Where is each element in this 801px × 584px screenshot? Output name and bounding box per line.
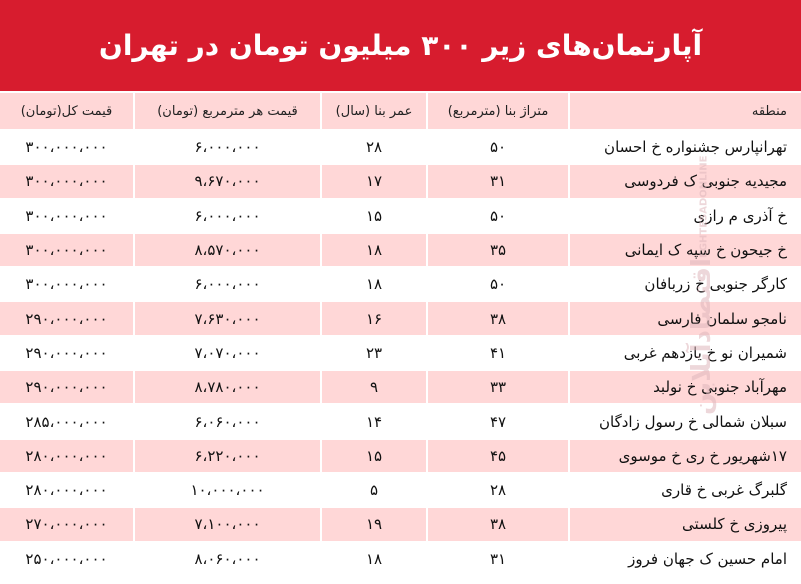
cell-area: ۵۰ — [426, 268, 568, 300]
cell-age: ۱۶ — [320, 302, 426, 334]
table-row — [0, 371, 801, 405]
cell-total-price: ۲۸۰،۰۰۰،۰۰۰ — [0, 474, 133, 506]
cell-area: ۲۸ — [426, 474, 568, 506]
table-row — [0, 302, 801, 336]
cell-total-price: ۲۷۰،۰۰۰،۰۰۰ — [0, 508, 133, 540]
table-body — [0, 131, 801, 577]
cell-area: ۳۸ — [426, 302, 568, 334]
cell-region: نامجو سلمان فارسی — [568, 302, 801, 334]
table-row — [0, 405, 801, 439]
cell-area: ۳۵ — [426, 234, 568, 266]
cell-region: شمیران نو خ یازدهم غربی — [568, 337, 801, 369]
cell-total-price: ۲۸۰،۰۰۰،۰۰۰ — [0, 440, 133, 472]
table-row — [0, 474, 801, 508]
cell-price-per-meter: ۹،۶۷۰،۰۰۰ — [133, 165, 320, 197]
cell-total-price: ۲۹۰،۰۰۰،۰۰۰ — [0, 302, 133, 334]
cell-area: ۳۳ — [426, 371, 568, 403]
cell-total-price: ۳۰۰،۰۰۰،۰۰۰ — [0, 131, 133, 163]
cell-age: ۱۷ — [320, 165, 426, 197]
cell-total-price: ۳۰۰،۰۰۰،۰۰۰ — [0, 234, 133, 266]
column-header-area: متراژ بنا (مترمربع) — [426, 93, 568, 129]
cell-area: ۵۰ — [426, 131, 568, 163]
cell-total-price: ۳۰۰،۰۰۰،۰۰۰ — [0, 165, 133, 197]
cell-region: خ جیحون خ سپه ک ایمانی — [568, 234, 801, 266]
cell-price-per-meter: ۶،۰۰۰،۰۰۰ — [133, 268, 320, 300]
cell-price-per-meter: ۱۰،۰۰۰،۰۰۰ — [133, 474, 320, 506]
cell-region: امام حسین ک جهان فروز — [568, 543, 801, 575]
table-header-row — [0, 93, 801, 131]
table-row — [0, 131, 801, 165]
cell-age: ۲۳ — [320, 337, 426, 369]
cell-region: پیروزی خ کلستی — [568, 508, 801, 540]
cell-price-per-meter: ۸،۰۶۰،۰۰۰ — [133, 543, 320, 575]
table-row — [0, 165, 801, 199]
cell-price-per-meter: ۷،۰۷۰،۰۰۰ — [133, 337, 320, 369]
table-row — [0, 200, 801, 234]
cell-region: گلبرگ غربی خ قاری — [568, 474, 801, 506]
title-bar — [0, 0, 801, 91]
column-header-age: عمر بنا (سال) — [320, 93, 426, 129]
cell-area: ۳۸ — [426, 508, 568, 540]
cell-age: ۱۵ — [320, 440, 426, 472]
cell-region: سبلان شمالی خ رسول زادگان — [568, 405, 801, 437]
cell-area: ۵۰ — [426, 200, 568, 232]
table-row — [0, 543, 801, 577]
cell-price-per-meter: ۶،۰۰۰،۰۰۰ — [133, 131, 320, 163]
cell-price-per-meter: ۸،۷۸۰،۰۰۰ — [133, 371, 320, 403]
cell-age: ۱۸ — [320, 543, 426, 575]
cell-area: ۳۱ — [426, 165, 568, 197]
cell-region: تهرانپارس جشنواره خ احسان — [568, 131, 801, 163]
cell-price-per-meter: ۶،۲۲۰،۰۰۰ — [133, 440, 320, 472]
table-row — [0, 337, 801, 371]
table-row — [0, 508, 801, 542]
cell-price-per-meter: ۷،۱۰۰،۰۰۰ — [133, 508, 320, 540]
cell-total-price: ۲۹۰،۰۰۰،۰۰۰ — [0, 337, 133, 369]
cell-price-per-meter: ۸،۵۷۰،۰۰۰ — [133, 234, 320, 266]
cell-area: ۴۵ — [426, 440, 568, 472]
table-row — [0, 234, 801, 268]
cell-price-per-meter: ۶،۰۶۰،۰۰۰ — [133, 405, 320, 437]
table-row — [0, 268, 801, 302]
column-header-total-price: قیمت کل(تومان) — [0, 93, 133, 129]
watermark-text: اقتصادآنلاین — [687, 257, 717, 415]
cell-area: ۳۱ — [426, 543, 568, 575]
cell-age: ۱۸ — [320, 234, 426, 266]
cell-price-per-meter: ۶،۰۰۰،۰۰۰ — [133, 200, 320, 232]
cell-age: ۹ — [320, 371, 426, 403]
cell-area: ۴۷ — [426, 405, 568, 437]
cell-total-price: ۳۰۰،۰۰۰،۰۰۰ — [0, 200, 133, 232]
cell-age: ۱۸ — [320, 268, 426, 300]
cell-region: مجیدیه جنوبی ک فردوسی — [568, 165, 801, 197]
cell-total-price: ۲۵۰،۰۰۰،۰۰۰ — [0, 543, 133, 575]
cell-region: کارگر جنوبی خ زربافان — [568, 268, 801, 300]
cell-region: ۱۷شهریور خ ری خ موسوی — [568, 440, 801, 472]
cell-price-per-meter: ۷،۶۳۰،۰۰۰ — [133, 302, 320, 334]
cell-total-price: ۲۹۰،۰۰۰،۰۰۰ — [0, 371, 133, 403]
cell-total-price: ۲۸۵،۰۰۰،۰۰۰ — [0, 405, 133, 437]
column-header-price-per-meter: قیمت هر مترمربع (تومان) — [133, 93, 320, 129]
watermark-subtext: EGHTESADONLINE — [698, 155, 710, 258]
cell-total-price: ۳۰۰،۰۰۰،۰۰۰ — [0, 268, 133, 300]
column-header-region: منطقه — [568, 93, 801, 129]
cell-age: ۱۴ — [320, 405, 426, 437]
price-table — [0, 93, 801, 577]
cell-age: ۲۸ — [320, 131, 426, 163]
table-row — [0, 440, 801, 474]
cell-age: ۱۹ — [320, 508, 426, 540]
cell-age: ۱۵ — [320, 200, 426, 232]
page-title: آپارتمان‌های زیر ۳۰۰ میلیون تومان در تهران — [98, 29, 703, 62]
cell-region: خ آذری م رازی — [568, 200, 801, 232]
cell-area: ۴۱ — [426, 337, 568, 369]
cell-age: ۵ — [320, 474, 426, 506]
cell-region: مهرآباد جنوبی خ نولبد — [568, 371, 801, 403]
